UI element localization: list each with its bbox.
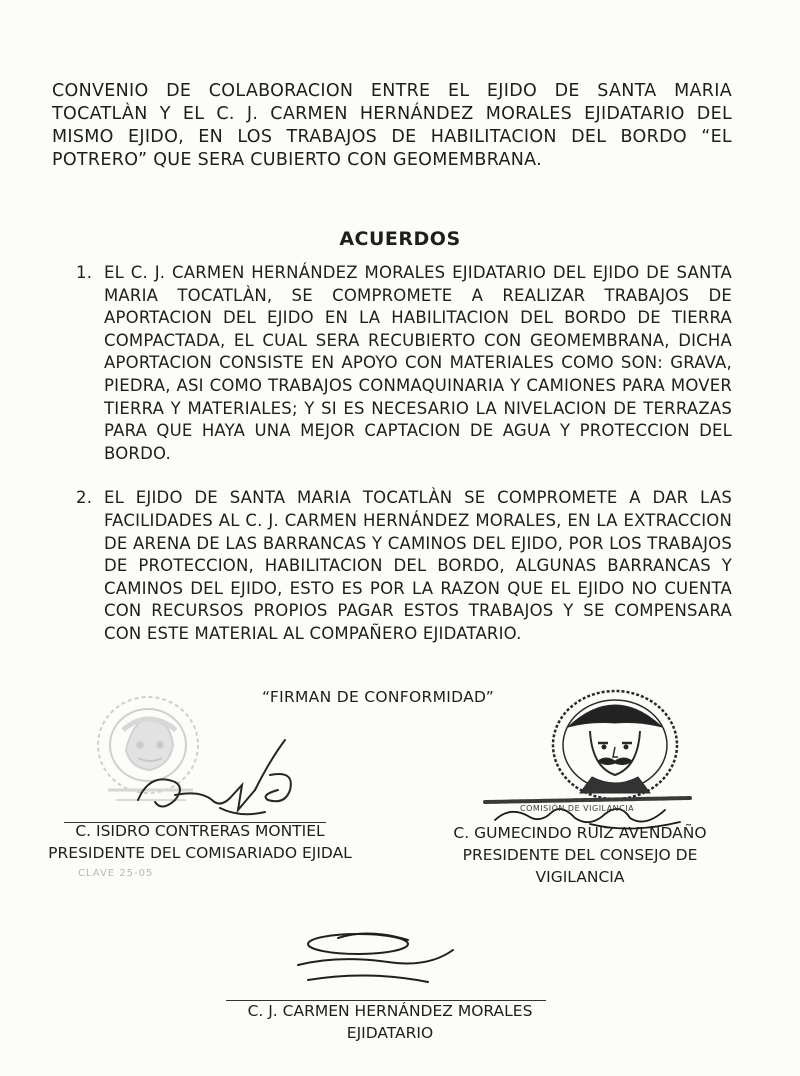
signatory-name: C. J. CARMEN HERNÁNDEZ MORALES [247, 1002, 533, 1020]
stamp-faint-text: CLAVE 25-05 [78, 868, 154, 879]
vigilancia-stamp [540, 685, 690, 800]
agreements-list [72, 262, 732, 668]
agreements-heading: ACUERDOS [339, 228, 461, 250]
agreement-text: EL EJIDO DE SANTA MARIA TOCATLÀN SE COMPROMETE A DAR LAS FACILIDADES AL C. J. CARMEN HERNÁNDEZ MORALES, EN LA EXTRACCION DE ARENA DE LAS BARRANCAS Y CAMINOS DEL EJIDO, POR LOS TRABAJOS DE PROTECCION, HABILITACION DEL BORDO, ALGUNAS BARRANCAS Y CAMINOS DEL EJIDO, ESTO ES POR LA RAZON QUE EL EJIDO NO CUENTA CON RECURSOS PROPIOS PAGAR ESTOS TRABAJOS Y SE COMPENSARA CON ESTE MATERIAL AL COMPAÑERO EJIDATARIO. [104, 488, 732, 643]
signatory-bottom [200, 1000, 580, 1044]
signatory-name: C. ISIDRO CONTRERAS MONTIEL [75, 822, 325, 840]
signatory-left [40, 820, 360, 864]
conformity-label: “FIRMAN DE CONFORMIDAD” [262, 688, 495, 706]
signatory-name: C. GUMECINDO RUIZ AVENDAÑO [453, 824, 707, 842]
agreement-text: EL C. J. CARMEN HERNÁNDEZ MORALES EJIDATARIO DEL EJIDO DE SANTA MARIA TOCATLÀN, SE COMPROMETE A REALIZAR TRABAJOS DE APORTACION DEL EJIDO EN LA HABILITACION DEL BORDO DE TIERRA COMPACTADA, EL CUAL SERA RECUBIERTO CON GEOMEMBRANA, DICHA APORTACION CONSISTE EN APOYO CON MATERIALES COMO SON: GRAVA, PIEDRA, ASI COMO TRABAJOS CONMAQUINARIA Y CAMIONES PARA MOVER TIERRA Y MATERIALES; Y SI ES NECESARIO LA NIVELACION DE TERRAZAS PARA QUE HAYA UNA MEJOR CAPTACION DE AGUA Y PROTECCION DEL BORDO. [104, 263, 732, 463]
stamp-faint-text: COMISIÓN DE VIGILANCIA [520, 804, 635, 813]
agreement-number: 1. [76, 263, 93, 282]
signatory-role-cont: VIGILANCIA [535, 868, 625, 886]
signature-contreras [120, 730, 330, 825]
signatory-right [430, 822, 730, 888]
agreement-item-1 [72, 262, 732, 465]
signatory-role: EJIDATARIO [346, 1024, 434, 1042]
agreement-number: 2. [76, 488, 93, 508]
signatory-role: PRESIDENTE DEL COMISARIADO EJIDAL [48, 844, 352, 862]
agreement-item-2 [72, 487, 732, 645]
intro-paragraph: CONVENIO DE COLABORACION ENTRE EL EJIDO DE SANTA MARIA TOCATLÀN Y EL C. J. CARMEN HERNÁNDEZ MORALES EJIDATARIO DEL MISMO EJIDO, EN LOS TRABAJOS DE HABILITACION DEL BORDO “EL POTRERO” QUE SERA CUBIERTO CON GEOMEMBRANA. [52, 80, 732, 170]
signatory-role: PRESIDENTE DEL CONSEJO DE [462, 846, 698, 864]
signature-hernandez [278, 920, 478, 1000]
